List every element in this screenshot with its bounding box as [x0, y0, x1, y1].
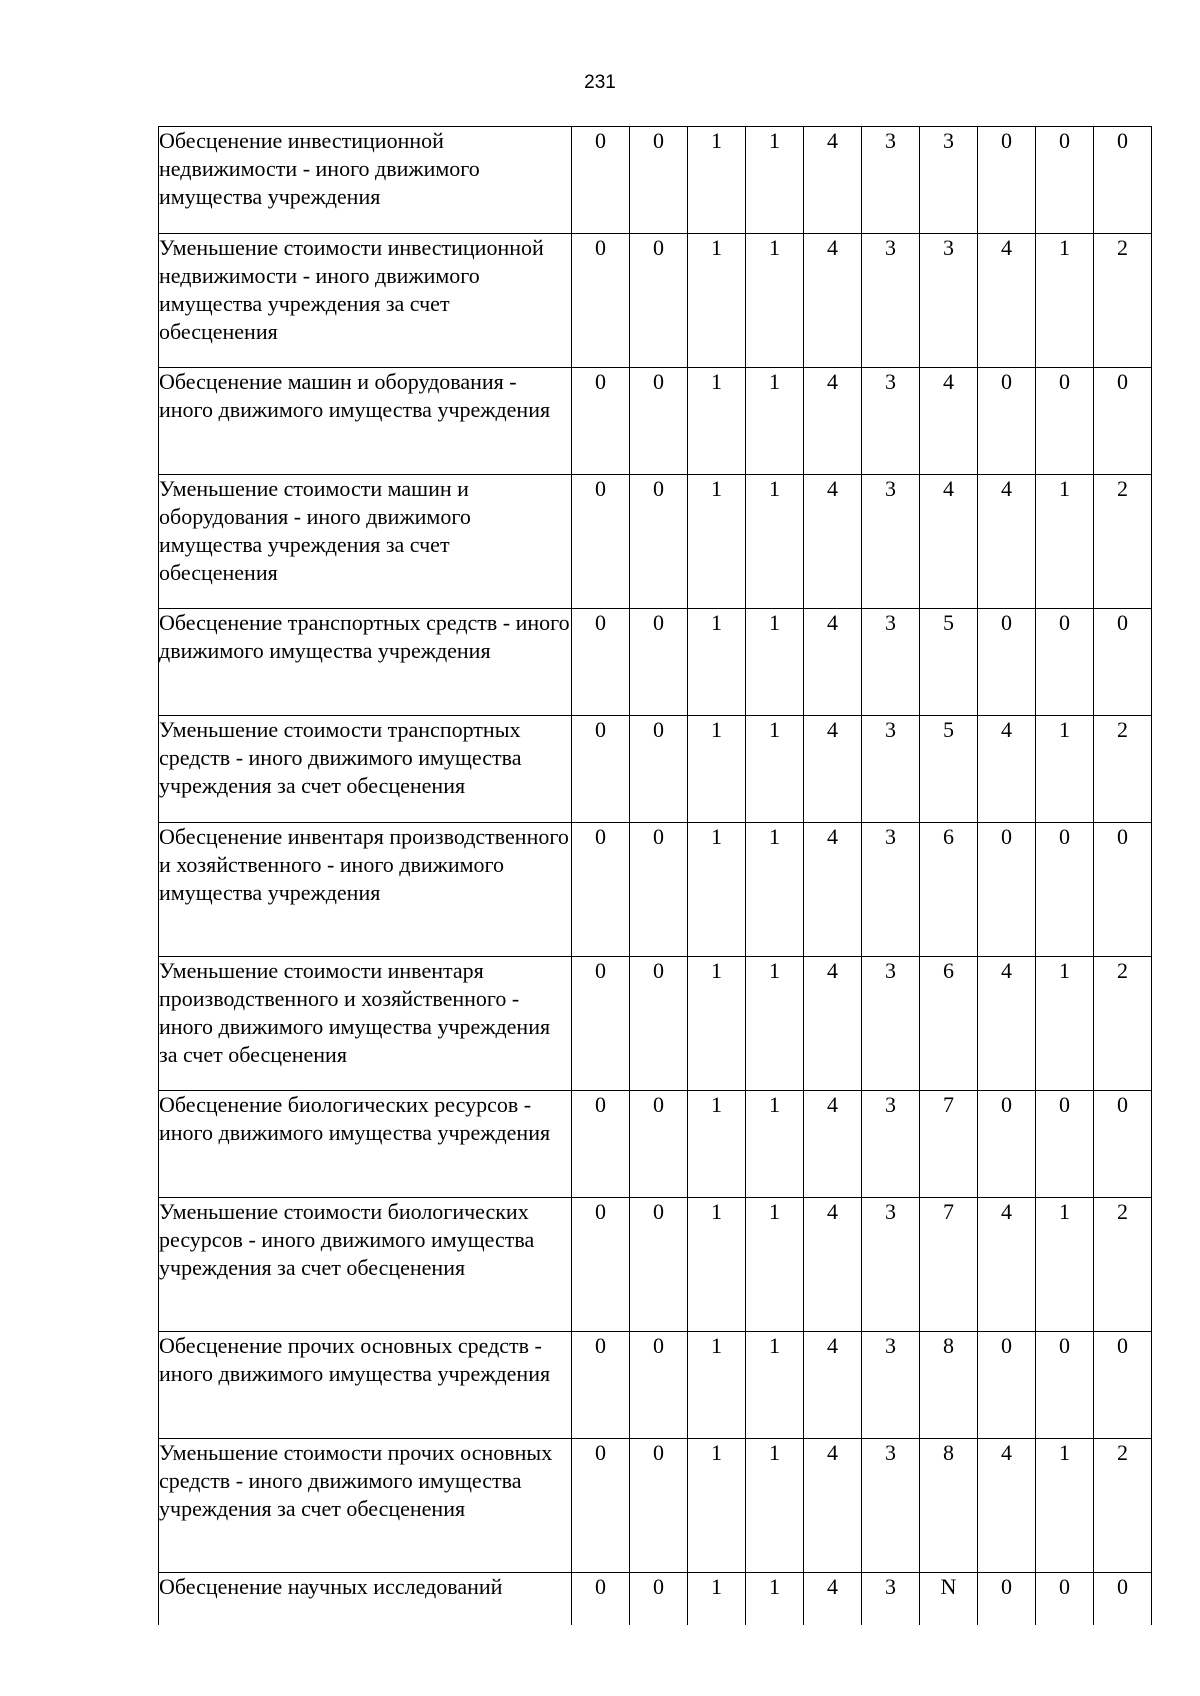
account-name-cell: Обесценение прочих основных средств - иного движимого имущества учреждения — [159, 1332, 572, 1439]
account-name-cell: Обесценение транспортных средств - иного движимого имущества учреждения — [159, 609, 572, 716]
code-digit-cell: 4 — [978, 475, 1036, 609]
code-digit-cell: 3 — [862, 1091, 920, 1198]
code-digit-cell: 0 — [1094, 1573, 1152, 1625]
code-digit-cell: 0 — [630, 475, 688, 609]
code-digit-cell: 0 — [572, 127, 630, 234]
code-digit-cell: 4 — [804, 1332, 862, 1439]
code-digit-cell: 0 — [978, 1091, 1036, 1198]
code-digit-cell: 2 — [1094, 475, 1152, 609]
table-row — [159, 1439, 1152, 1573]
code-digit-cell: 1 — [746, 368, 804, 475]
table-row — [159, 957, 1152, 1091]
code-digit-cell: 4 — [978, 1439, 1036, 1573]
code-digit-cell: 1 — [746, 716, 804, 823]
code-digit-cell: 0 — [978, 609, 1036, 716]
code-digit-cell: 5 — [920, 609, 978, 716]
code-digit-cell: 3 — [862, 609, 920, 716]
table-row — [159, 368, 1152, 475]
table-row — [159, 716, 1152, 823]
code-digit-cell: 0 — [1094, 127, 1152, 234]
code-digit-cell: 1 — [688, 475, 746, 609]
table-row — [159, 475, 1152, 609]
code-digit-cell: 1 — [746, 1332, 804, 1439]
account-name-cell: Уменьшение стоимости биологических ресурсов - иного движимого имущества учреждения за счет обесценения — [159, 1198, 572, 1332]
table-row — [159, 1198, 1152, 1332]
code-digit-cell: 0 — [572, 475, 630, 609]
code-digit-cell: 1 — [746, 1198, 804, 1332]
code-digit-cell: 4 — [804, 716, 862, 823]
code-digit-cell: 4 — [978, 957, 1036, 1091]
code-digit-cell: 6 — [920, 957, 978, 1091]
code-digit-cell: 0 — [630, 1573, 688, 1625]
code-digit-cell: 6 — [920, 823, 978, 957]
table-row — [159, 234, 1152, 368]
code-digit-cell: 1 — [746, 1573, 804, 1625]
code-digit-cell: 2 — [1094, 1198, 1152, 1332]
code-digit-cell: 0 — [630, 1198, 688, 1332]
code-digit-cell: 1 — [1036, 1439, 1094, 1573]
account-name-cell: Обесценение биологических ресурсов - иного движимого имущества учреждения — [159, 1091, 572, 1198]
code-digit-cell: 4 — [920, 475, 978, 609]
code-digit-cell: 0 — [572, 609, 630, 716]
account-name-cell: Уменьшение стоимости прочих основных средств - иного движимого имущества учреждения за счет обесценения — [159, 1439, 572, 1573]
table-row — [159, 1573, 1152, 1625]
code-digit-cell: 1 — [1036, 716, 1094, 823]
code-digit-cell: 1 — [1036, 234, 1094, 368]
code-digit-cell: 1 — [688, 609, 746, 716]
code-digit-cell: 0 — [572, 823, 630, 957]
code-digit-cell: 0 — [630, 368, 688, 475]
code-digit-cell: 3 — [920, 127, 978, 234]
code-digit-cell: 0 — [572, 1332, 630, 1439]
code-digit-cell: 4 — [978, 716, 1036, 823]
code-digit-cell: 3 — [920, 234, 978, 368]
code-digit-cell: 0 — [630, 234, 688, 368]
code-digit-cell: 0 — [1036, 823, 1094, 957]
code-digit-cell: 8 — [920, 1439, 978, 1573]
code-digit-cell: 0 — [572, 234, 630, 368]
table-row — [159, 823, 1152, 957]
code-digit-cell: 7 — [920, 1198, 978, 1332]
code-digit-cell: 0 — [572, 1439, 630, 1573]
code-digit-cell: 4 — [804, 127, 862, 234]
code-digit-cell: 4 — [978, 1198, 1036, 1332]
code-digit-cell: 1 — [746, 957, 804, 1091]
code-digit-cell: 4 — [804, 1573, 862, 1625]
code-digit-cell: 4 — [804, 957, 862, 1091]
code-digit-cell: 0 — [630, 716, 688, 823]
code-digit-cell: 0 — [572, 957, 630, 1091]
code-digit-cell: 1 — [688, 1198, 746, 1332]
code-digit-cell: 2 — [1094, 716, 1152, 823]
code-digit-cell: 4 — [804, 1439, 862, 1573]
code-digit-cell: 0 — [978, 823, 1036, 957]
code-digit-cell: 0 — [630, 1439, 688, 1573]
code-digit-cell: 0 — [1036, 1091, 1094, 1198]
code-digit-cell: 0 — [630, 1332, 688, 1439]
code-digit-cell: 1 — [688, 1332, 746, 1439]
code-digit-cell: 3 — [862, 1439, 920, 1573]
code-digit-cell: 1 — [688, 1573, 746, 1625]
code-digit-cell: 3 — [862, 234, 920, 368]
code-digit-cell: 1 — [688, 368, 746, 475]
code-digit-cell: 3 — [862, 1573, 920, 1625]
page-number: 231 — [584, 72, 616, 93]
code-digit-cell: 0 — [978, 368, 1036, 475]
code-digit-cell: 0 — [1094, 823, 1152, 957]
code-digit-cell: 4 — [978, 234, 1036, 368]
code-digit-cell: 0 — [978, 127, 1036, 234]
code-digit-cell: 3 — [862, 957, 920, 1091]
code-digit-cell: 2 — [1094, 957, 1152, 1091]
code-digit-cell: 5 — [920, 716, 978, 823]
code-digit-cell: 1 — [688, 957, 746, 1091]
table-row — [159, 1332, 1152, 1439]
code-digit-cell: 1 — [1036, 475, 1094, 609]
code-digit-cell: 1 — [688, 823, 746, 957]
table-row — [159, 127, 1152, 234]
code-digit-cell: 4 — [804, 368, 862, 475]
code-digit-cell: 0 — [1094, 609, 1152, 716]
code-digit-cell: 1 — [746, 127, 804, 234]
code-digit-cell: 1 — [688, 1439, 746, 1573]
code-digit-cell: 1 — [688, 127, 746, 234]
code-digit-cell: 0 — [572, 1573, 630, 1625]
code-digit-cell: 0 — [1036, 1573, 1094, 1625]
account-name-cell: Обесценение инвестиционной недвижимости - иного движимого имущества учреждения — [159, 127, 572, 234]
code-digit-cell: 0 — [1036, 127, 1094, 234]
account-codes-table — [158, 126, 1152, 1625]
code-digit-cell: 4 — [804, 609, 862, 716]
code-digit-cell: 1 — [688, 716, 746, 823]
code-digit-cell: 1 — [746, 475, 804, 609]
code-digit-cell: 4 — [804, 823, 862, 957]
code-digit-cell: 1 — [746, 234, 804, 368]
account-name-cell: Уменьшение стоимости машин и оборудования - иного движимого имущества учреждения за счет обесценения — [159, 475, 572, 609]
code-digit-cell: 0 — [1036, 609, 1094, 716]
code-digit-cell: 3 — [862, 1198, 920, 1332]
code-digit-cell: 0 — [1094, 1332, 1152, 1439]
account-name-cell: Уменьшение стоимости инвестиционной недвижимости - иного движимого имущества учреждения за счет обесценения — [159, 234, 572, 368]
code-digit-cell: 0 — [572, 716, 630, 823]
code-digit-cell: 1 — [746, 1439, 804, 1573]
code-digit-cell: 0 — [1094, 1091, 1152, 1198]
code-digit-cell: 3 — [862, 1332, 920, 1439]
code-digit-cell: 0 — [1036, 1332, 1094, 1439]
code-digit-cell: 3 — [862, 475, 920, 609]
code-digit-cell: 0 — [978, 1332, 1036, 1439]
code-digit-cell: 1 — [746, 609, 804, 716]
code-digit-cell: 3 — [862, 127, 920, 234]
code-digit-cell: 0 — [630, 823, 688, 957]
code-digit-cell: 3 — [862, 823, 920, 957]
code-digit-cell: 0 — [1036, 368, 1094, 475]
account-name-cell: Уменьшение стоимости инвентаря производственного и хозяйственного - иного движимого имущества учреждения за счет обесценения — [159, 957, 572, 1091]
code-digit-cell: 0 — [572, 1198, 630, 1332]
code-digit-cell: 1 — [688, 1091, 746, 1198]
code-digit-cell: 1 — [688, 234, 746, 368]
code-digit-cell: 4 — [804, 475, 862, 609]
code-digit-cell: 4 — [804, 234, 862, 368]
code-digit-cell: 4 — [920, 368, 978, 475]
account-name-cell: Обесценение машин и оборудования - иного движимого имущества учреждения — [159, 368, 572, 475]
table-row — [159, 1091, 1152, 1198]
code-digit-cell: 1 — [1036, 1198, 1094, 1332]
code-digit-cell: 0 — [572, 368, 630, 475]
code-digit-cell: 0 — [572, 1091, 630, 1198]
code-digit-cell: 1 — [746, 1091, 804, 1198]
code-digit-cell: 2 — [1094, 1439, 1152, 1573]
code-digit-cell: 0 — [630, 957, 688, 1091]
code-digit-cell: 1 — [746, 823, 804, 957]
account-name-cell: Обесценение научных исследований — [159, 1573, 572, 1625]
code-digit-cell: 3 — [862, 716, 920, 823]
code-digit-cell: 7 — [920, 1091, 978, 1198]
code-digit-cell: 3 — [862, 368, 920, 475]
code-digit-cell: 4 — [804, 1091, 862, 1198]
code-digit-cell: 0 — [978, 1573, 1036, 1625]
code-digit-cell: 0 — [630, 127, 688, 234]
account-name-cell: Обесценение инвентаря производственного и хозяйственного - иного движимого имущества учреждения — [159, 823, 572, 957]
code-digit-cell: 0 — [630, 609, 688, 716]
table-row — [159, 609, 1152, 716]
account-name-cell: Уменьшение стоимости транспортных средств - иного движимого имущества учреждения за счет обесценения — [159, 716, 572, 823]
code-digit-cell: 8 — [920, 1332, 978, 1439]
code-digit-cell: 2 — [1094, 234, 1152, 368]
code-digit-cell: 0 — [1094, 368, 1152, 475]
code-digit-cell: N — [920, 1573, 978, 1625]
code-digit-cell: 4 — [804, 1198, 862, 1332]
code-digit-cell: 1 — [1036, 957, 1094, 1091]
code-digit-cell: 0 — [630, 1091, 688, 1198]
